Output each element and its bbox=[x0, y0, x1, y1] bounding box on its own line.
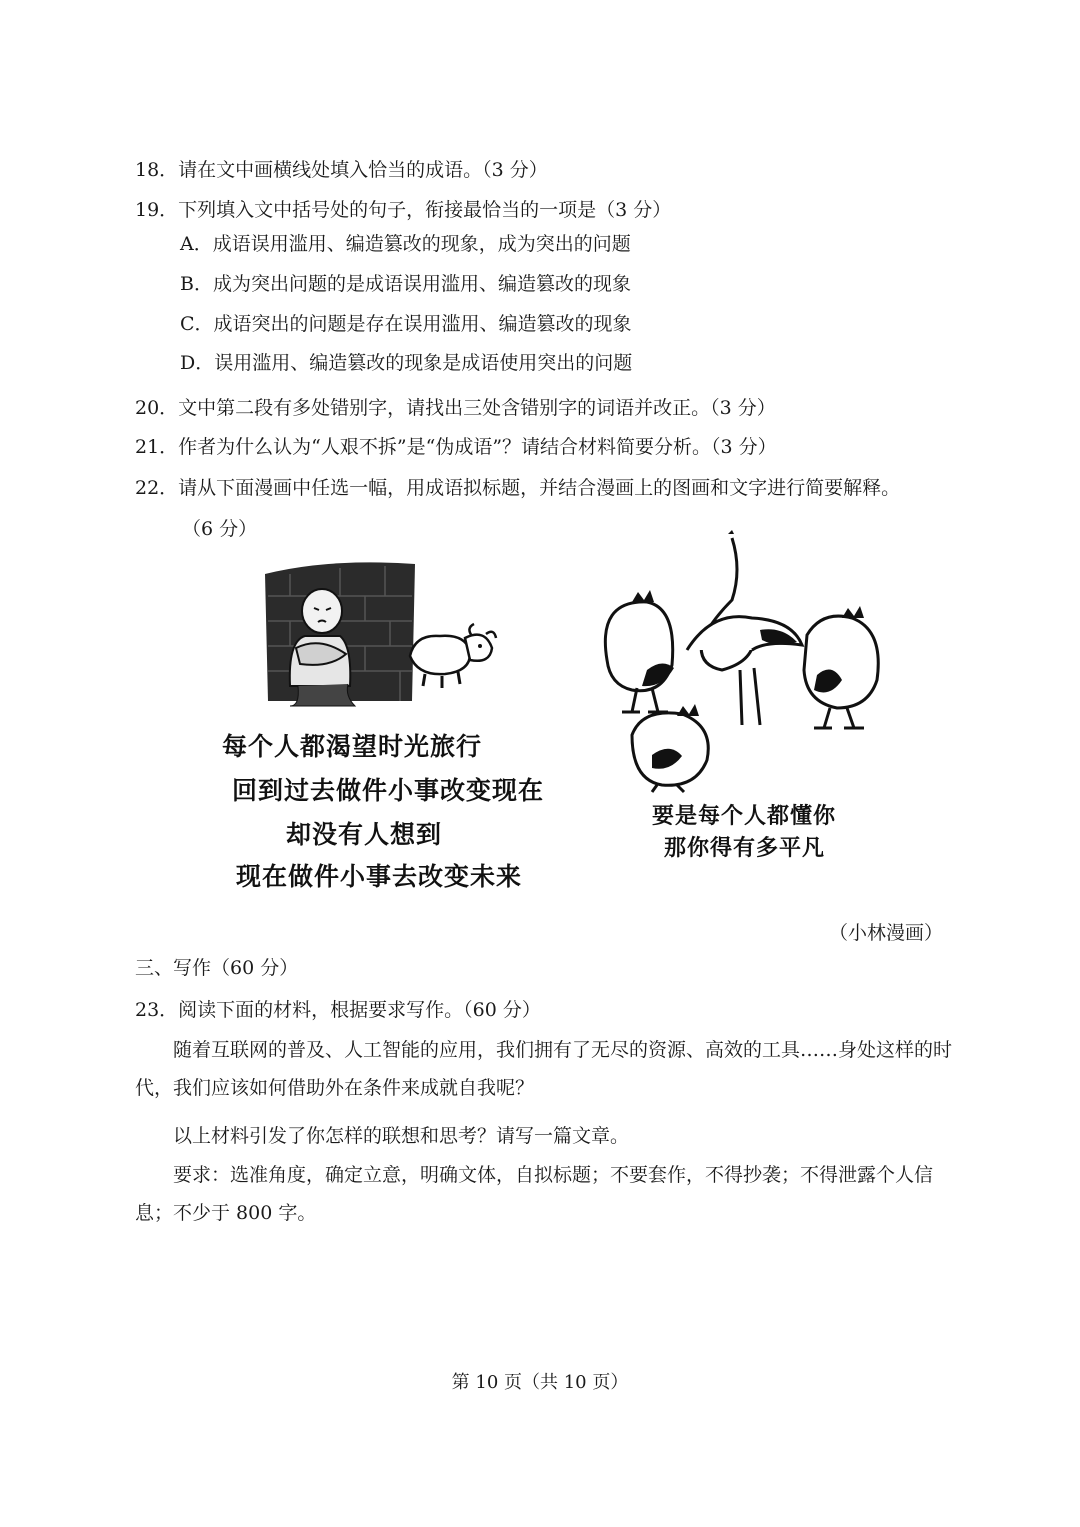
section-title-writing: 三、写作（60 分） bbox=[135, 957, 299, 979]
question-19: 19．下列填入文中括号处的句子，衔接最恰当的一项是（3 分） bbox=[135, 199, 672, 221]
right-caption-line-2: 那你得有多平凡 bbox=[664, 836, 826, 861]
question-22: 22．请从下面漫画中任选一幅，用成语拟标题，并结合漫画上的图画和文字进行简要解释。 bbox=[135, 477, 901, 499]
question-20: 20．文中第二段有多处错别字，请找出三处含错别字的词语并改正。（3 分） bbox=[135, 397, 776, 419]
left-caption-line-1: 每个人都渴望时光旅行 bbox=[222, 732, 483, 761]
option-c: C．成语突出的问题是存在误用滥用、编造篡改的现象 bbox=[180, 313, 632, 335]
question-23: 23．阅读下面的材料，根据要求写作。（60 分） bbox=[135, 999, 541, 1021]
left-caption-line-2: 回到过去做件小事改变现在 bbox=[232, 776, 545, 805]
writing-material: 随着互联网的普及、人工智能的应用，我们拥有了无尽的资源、高效的工具……身处这样的时代，我们应该如何借助外在条件来成就自我呢？ bbox=[135, 1039, 953, 1099]
left-caption-line-4: 现在做件小事去改变未来 bbox=[236, 862, 523, 891]
option-d: D．误用滥用、编造篡改的现象是成语使用突出的问题 bbox=[180, 352, 633, 374]
writing-requirements: 要求：选准角度，确定立意，明确文体，自拟标题；不要套作，不得抄袭；不得泄露个人信息；不少于 800 字。 bbox=[135, 1164, 934, 1224]
option-a: A．成语误用滥用、编造篡改的现象，成为突出的问题 bbox=[180, 233, 631, 255]
option-b: B．成为突出问题的是成语误用滥用、编造篡改的现象 bbox=[180, 273, 631, 295]
question-18: 18．请在文中画横线处填入恰当的成语。（3 分） bbox=[135, 159, 548, 181]
left-caption-line-3: 却没有人想到 bbox=[286, 820, 443, 849]
question-21: 21．作者为什么认为“人艰不拆”是“伪成语”？请结合材料简要分析。（3 分） bbox=[135, 436, 777, 458]
comic-credit: （小林漫画） bbox=[828, 922, 943, 944]
left-comic-illustration bbox=[260, 556, 500, 716]
writing-prompt: 以上材料引发了你怎样的联想和思考？请写一篇文章。 bbox=[173, 1125, 630, 1147]
question-22-score: （6 分） bbox=[182, 518, 258, 540]
page-number: 第 10 页（共 10 页） bbox=[451, 1372, 629, 1393]
right-comic-illustration bbox=[592, 530, 892, 795]
right-caption-line-1: 要是每个人都懂你 bbox=[652, 804, 837, 829]
